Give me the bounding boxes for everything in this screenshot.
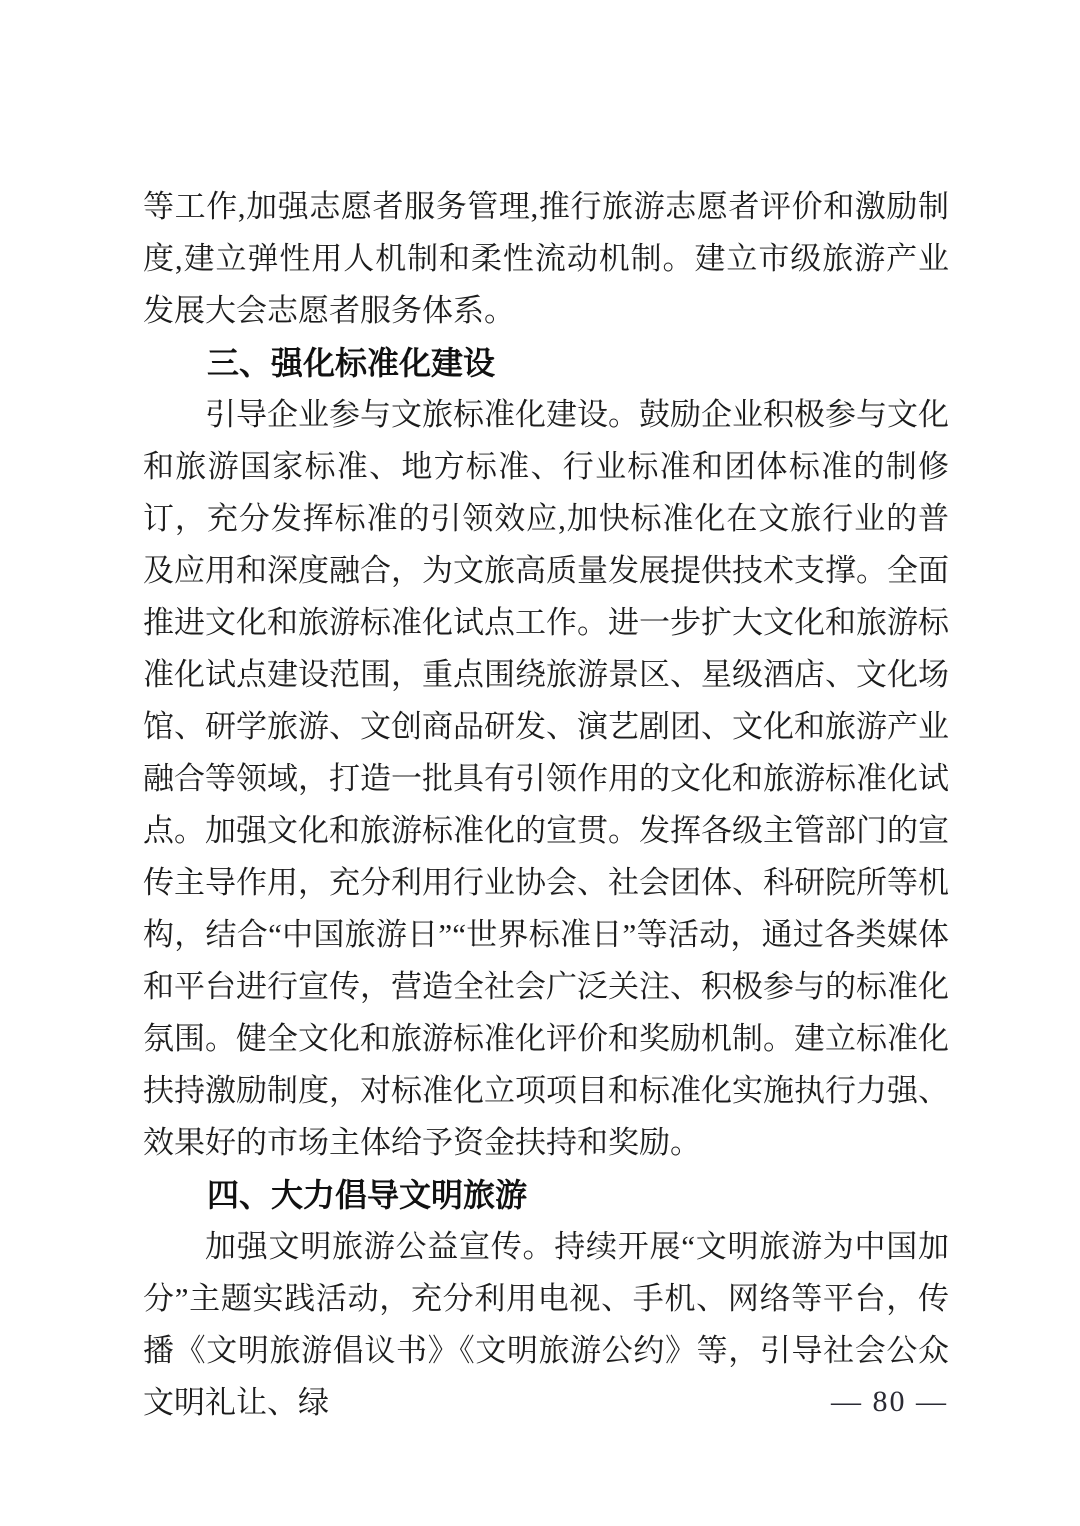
page-number: — 80 — xyxy=(831,1385,948,1418)
body-paragraph-civilized-tourism: 加强文明旅游公益宣传。持续开展“文明旅游为中国加分”主题实践活动，充分利用电视、手机、网络等平台，传播《文明旅游倡议书》《文明旅游公约》等，引导社会公众文明礼让、绿 xyxy=(143,1229,949,1420)
body-paragraph-standardization: 引导企业参与文旅标准化建设。鼓励企业积极参与文化和旅游国家标准、地方标准、行业标准和团体标准的制修订，充分发挥标准的引领效应,加快标准化在文旅行业的普及应用和深度融合，为文旅高质量发展提供技术支撑。全面推进文化和旅游标准化试点工作。进一步扩大文化和旅游标准化试点建设范围，重点围绕旅游景区、星级酒店、文化场馆、研学旅游、文创商品研发、演艺剧团、文化和旅游产业融合等领域，打造一批具有引领作用的文化和旅游标准化试点。加强文化和旅游标准化的宣贯。发挥各级主管部门的宣传主导作用，充分利用行业协会、社会团体、科研院所等机构，结合“中国旅游日”“世界标准日”等活动，通过各类媒体和平台进行宣传，营造全社会广泛关注、积极参与的标准化氛围。健全文化和旅游标准化评价和奖励机制。建立标准化扶持激励制度，对标准化立项项目和标准化实施执行力强、效果好的市场主体给予资金扶持和奖励。 xyxy=(143,397,949,1160)
section-heading-3-standardization: 三、强化标准化建设 xyxy=(207,345,496,381)
section-heading-4-civilized-tourism: 四、大力倡导文明旅游 xyxy=(207,1177,528,1213)
body-paragraph-volunteer-service: 等工作,加强志愿者服务管理,推行旅游志愿者评价和激励制度,建立弹性用人机制和柔性流动机制。建立市级旅游产业发展大会志愿者服务体系。 xyxy=(143,189,949,328)
page-body xyxy=(143,181,949,1429)
